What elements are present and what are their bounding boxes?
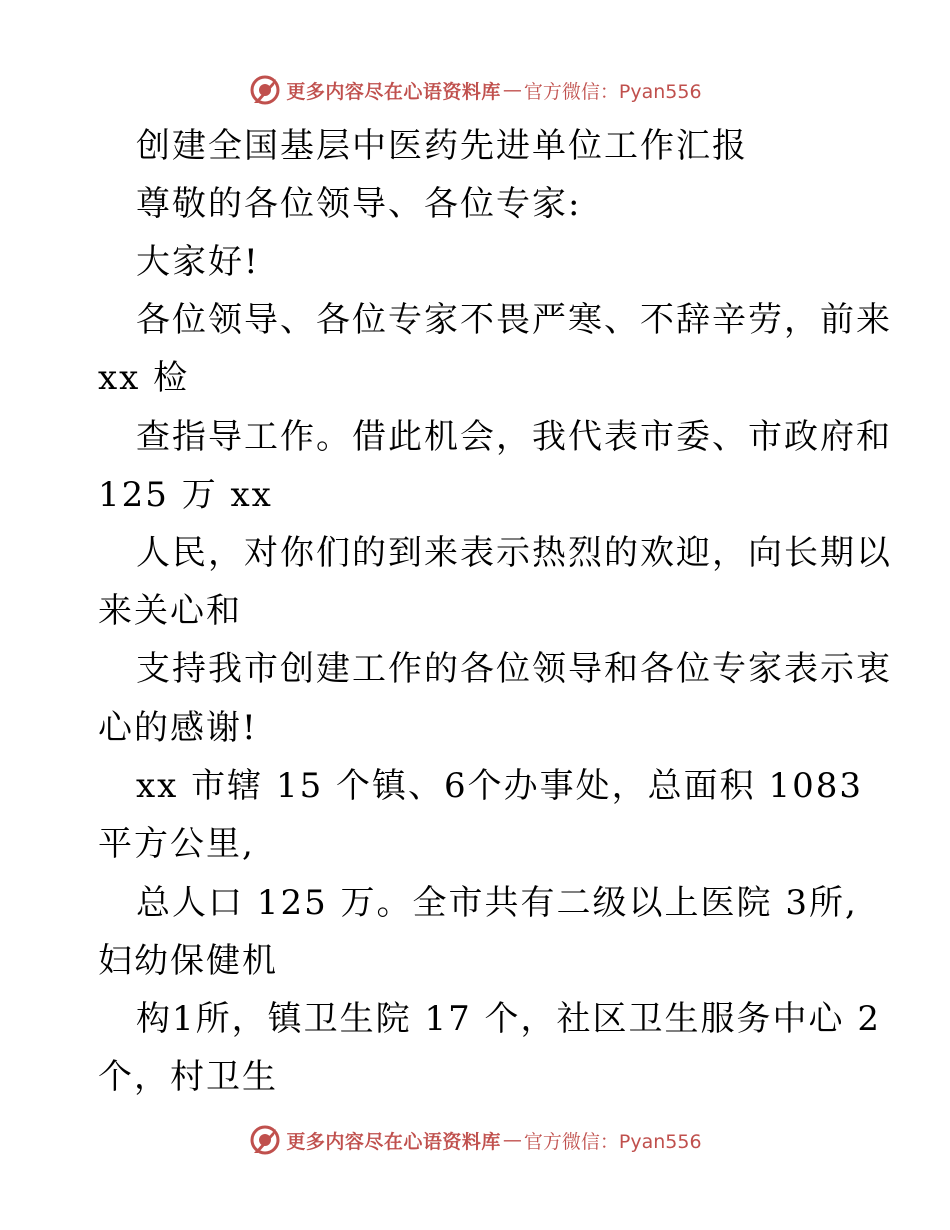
banner-separator: — [502,1129,522,1151]
banner-wechat-text: 官方微信：Pyan556 [523,80,702,103]
document-line: xx 市辖 15 个镇、6个办事处，总面积 1083 [136,766,864,806]
document-line: xx 检 [98,358,190,398]
document-line: 人民，对你们的到来表示热烈的欢迎，向长期以 [136,533,892,573]
footer-banner [0,1120,950,1160]
document-line: 来关心和 [98,591,242,631]
document-line: 总人口 125 万。全市共有二级以上医院 3所, [136,883,858,923]
quill-seal-icon [248,1123,282,1157]
document-line: 构1所，镇卫生院 17 个，社区卫生服务中心 2 [136,999,881,1039]
document-salutation: 尊敬的各位领导、各位专家: [136,184,582,224]
document-line: 心的感谢! [98,708,258,748]
banner-wechat-text: 官方微信：Pyan556 [523,1130,702,1153]
document-title: 创建全国基层中医药先进单位工作汇报 [136,126,748,166]
document-line: 支持我市创建工作的各位领导和各位专家表示衷 [136,649,892,689]
document-line: 各位领导、各位专家不畏严寒、不辞辛劳，前来 [136,300,892,340]
banner-site-text: 更多内容尽在心语资料库 [286,1130,501,1153]
document-line: 妇幼保健机 [98,941,278,981]
banner-separator: — [502,79,522,101]
banner-site-text: 更多内容尽在心语资料库 [286,80,501,103]
document-line: 125 万 xx [98,475,273,515]
document-greeting: 大家好! [136,242,260,282]
document-line: 查指导工作。借此机会，我代表市委、市政府和 [136,417,892,457]
document-line: 平方公里, [98,824,255,864]
document-line: 个，村卫生 [98,1057,278,1097]
